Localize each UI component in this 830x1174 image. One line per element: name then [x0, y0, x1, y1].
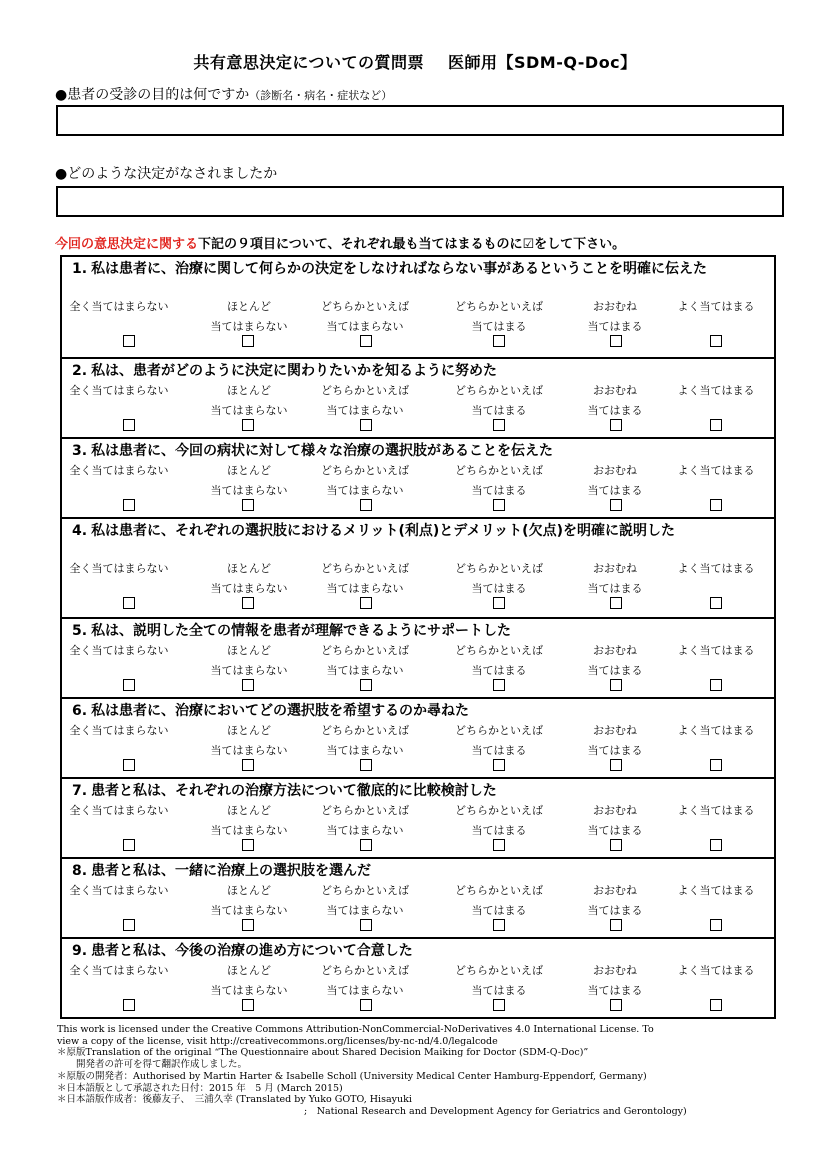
- scale-label-line1: どちらかといえば: [455, 464, 543, 477]
- rating-checkbox[interactable]: [493, 919, 505, 931]
- scale-label-line1: どちらかといえば: [455, 562, 543, 575]
- scale-option-label: [49, 961, 189, 1001]
- rating-checkbox[interactable]: [710, 919, 722, 931]
- rating-checkbox[interactable]: [242, 419, 254, 431]
- item-text: 患者と私は、一緒に治療上の選択肢を選んだ: [91, 863, 372, 879]
- scale-option-label: [295, 641, 435, 681]
- rating-checkbox[interactable]: [610, 679, 622, 691]
- scale-label-line2: 当てはまらない: [210, 404, 288, 417]
- rating-checkbox[interactable]: [242, 759, 254, 771]
- rating-checkbox[interactable]: [610, 839, 622, 851]
- scale-option-label: [295, 721, 435, 761]
- rating-checkbox[interactable]: [493, 759, 505, 771]
- scale-label-line1: どちらかといえば: [455, 644, 543, 657]
- rating-checkbox[interactable]: [610, 335, 622, 347]
- rating-checkbox[interactable]: [360, 839, 372, 851]
- item-number: 3.: [72, 443, 88, 459]
- scale-option-label: [295, 801, 435, 841]
- item-question: [62, 439, 774, 460]
- rating-checkbox[interactable]: [360, 597, 372, 609]
- scale-option-label: [295, 381, 435, 421]
- footer-line: ＊日本語版として承認された日付：2015 年 5 月 (March 2015): [57, 1082, 343, 1094]
- item-question: [62, 519, 774, 540]
- survey-item: [62, 697, 774, 777]
- scale-option-label: [295, 961, 435, 1001]
- rating-checkbox[interactable]: [242, 999, 254, 1011]
- scale-label-line2: 当てはまる: [587, 664, 643, 677]
- rating-checkbox[interactable]: [710, 419, 722, 431]
- scale-label-line2: 当てはまる: [471, 320, 527, 333]
- rating-scale: [62, 379, 774, 439]
- purpose-question: [55, 84, 392, 104]
- scale-label-line2: [49, 481, 189, 501]
- survey-item: [62, 857, 774, 937]
- scale-label-line1: よく当てはまる: [677, 964, 755, 977]
- rating-scale: [62, 799, 774, 859]
- footer-line: ＊原版の開発者：Authorised by Martin Harter & Isabelle Scholl (University Medical Center Hamburg-Eppendorf, Germany): [57, 1070, 647, 1082]
- item-number: 1.: [72, 261, 88, 277]
- footer-line: view a copy of the license, visit http://creativecommons.org/licenses/by-nc-nd/4.0/legalcode: [57, 1035, 498, 1047]
- scale-label-line2: 当てはまらない: [326, 984, 404, 997]
- scale-label-line1: どちらかといえば: [321, 384, 409, 397]
- rating-checkbox[interactable]: [610, 759, 622, 771]
- scale-label-line1: どちらかといえば: [455, 804, 543, 817]
- scale-label-line2: 当てはまる: [471, 824, 527, 837]
- scale-option-label: [646, 641, 786, 681]
- scale-label-line1: 全く当てはまらない: [69, 644, 169, 657]
- scale-label-line2: [49, 741, 189, 761]
- scale-label-line2: [49, 821, 189, 841]
- item-number: 6.: [72, 703, 88, 719]
- scale-label-line2: 当てはまらない: [326, 904, 404, 917]
- scale-label-line2: [646, 661, 786, 681]
- scale-label-line1: ほとんど: [227, 964, 271, 977]
- rating-checkbox[interactable]: [710, 335, 722, 347]
- rating-checkbox[interactable]: [493, 597, 505, 609]
- scale-label-line2: [49, 401, 189, 421]
- scale-label-line1: どちらかといえば: [321, 884, 409, 897]
- scale-label-line2: 当てはまる: [587, 824, 643, 837]
- scale-label-line1: ほとんど: [227, 384, 271, 397]
- scale-label-line1: よく当てはまる: [677, 464, 755, 477]
- scale-label-line2: 当てはまる: [471, 984, 527, 997]
- scale-label-line2: 当てはまらない: [326, 404, 404, 417]
- scale-label-line2: [646, 981, 786, 1001]
- scale-label-line1: どちらかといえば: [321, 804, 409, 817]
- item-text: 私は、患者がどのように決定に関わりたいかを知るように努めた: [91, 363, 498, 379]
- scale-label-line1: どちらかといえば: [455, 384, 543, 397]
- item-text: 私は患者に、治療においてどの選択肢を希望するのか尋ねた: [91, 703, 470, 719]
- scale-label-line2: 当てはまる: [587, 984, 643, 997]
- scale-label-line1: どちらかといえば: [321, 562, 409, 575]
- rating-checkbox[interactable]: [242, 679, 254, 691]
- scale-label-line1: ほとんど: [227, 884, 271, 897]
- rating-checkbox[interactable]: [360, 419, 372, 431]
- survey-item: [62, 777, 774, 857]
- scale-option-label: [49, 559, 189, 599]
- rating-checkbox[interactable]: [360, 335, 372, 347]
- scale-option-label: [295, 461, 435, 501]
- scale-label-line1: おおむね: [593, 804, 637, 817]
- scale-label-line1: どちらかといえば: [321, 300, 409, 313]
- survey-item: [62, 937, 774, 1017]
- item-question: [62, 619, 774, 640]
- survey-item: [62, 517, 774, 617]
- rating-scale: [62, 557, 774, 617]
- scale-label-line1: どちらかといえば: [455, 300, 543, 313]
- scale-label-line1: ほとんど: [227, 644, 271, 657]
- item-number: 7.: [72, 783, 88, 799]
- scale-label-line1: どちらかといえば: [455, 884, 543, 897]
- scale-label-line2: 当てはまらない: [210, 484, 288, 497]
- footer-line: ; National Research and Development Agency for Geriatrics and Gerontology): [57, 1105, 687, 1117]
- scale-label-line2: [646, 741, 786, 761]
- rating-scale: [62, 719, 774, 779]
- item-question: [62, 257, 774, 278]
- scale-label-line2: 当てはまらない: [210, 984, 288, 997]
- item-number: 8.: [72, 863, 88, 879]
- rating-scale: [62, 295, 774, 355]
- item-number: 4.: [72, 523, 88, 539]
- rating-checkbox[interactable]: [710, 759, 722, 771]
- scale-label-line2: 当てはまらない: [210, 824, 288, 837]
- scale-label-line2: 当てはまる: [587, 744, 643, 757]
- item-text: 私は患者に、それぞれの選択肢におけるメリット(利点)とデメリット(欠点)を明確に説明した: [91, 523, 675, 539]
- scale-label-line2: [646, 579, 786, 599]
- survey-item: [62, 257, 774, 357]
- rating-checkbox[interactable]: [710, 999, 722, 1011]
- item-number: 5.: [72, 623, 88, 639]
- rating-checkbox[interactable]: [493, 839, 505, 851]
- footer-line: This work is licensed under the Creative Commons Attribution-NonCommercial-NoDerivatives 4.0 International License. To: [57, 1024, 654, 1035]
- rating-checkbox[interactable]: [123, 419, 135, 431]
- survey-items: [60, 255, 776, 1019]
- rating-checkbox[interactable]: [710, 499, 722, 511]
- rating-checkbox[interactable]: [610, 999, 622, 1011]
- instruction-text: 下記の９項目について、それぞれ最も当てはまるものに☑をして下さい。: [198, 237, 626, 252]
- scale-label-line1: よく当てはまる: [677, 644, 755, 657]
- scale-label-line1: おおむね: [593, 562, 637, 575]
- rating-scale: [62, 879, 774, 939]
- scale-label-line1: よく当てはまる: [677, 384, 755, 397]
- decision-label: ●どのような決定がなされましたか: [55, 166, 278, 182]
- rating-scale: [62, 959, 774, 1019]
- rating-checkbox[interactable]: [123, 335, 135, 347]
- scale-label-line2: [49, 317, 189, 337]
- scale-label-line1: よく当てはまる: [677, 300, 755, 313]
- scale-label-line1: ほとんど: [227, 804, 271, 817]
- scale-label-line1: おおむね: [593, 384, 637, 397]
- rating-scale: [62, 639, 774, 699]
- scale-option-label: [646, 297, 786, 337]
- scale-label-line1: ほとんど: [227, 724, 271, 737]
- scale-label-line1: おおむね: [593, 964, 637, 977]
- instruction-highlight: 今回の意思決定に関する: [55, 237, 199, 252]
- footer-line: 開発者の許可を得て翻訳作成しました。: [57, 1059, 248, 1071]
- scale-label-line1: ほとんど: [227, 562, 271, 575]
- scale-label-line2: [49, 901, 189, 921]
- item-number: 2.: [72, 363, 88, 379]
- item-question: [62, 859, 774, 880]
- survey-item: [62, 617, 774, 697]
- item-question: [62, 779, 774, 800]
- item-text: 患者と私は、今後の治療の進め方について合意した: [91, 943, 413, 959]
- scale-label-line2: 当てはまる: [471, 744, 527, 757]
- scale-label-line1: 全く当てはまらない: [69, 562, 169, 575]
- scale-option-label: [49, 801, 189, 841]
- rating-checkbox[interactable]: [493, 999, 505, 1011]
- scale-label-line1: よく当てはまる: [677, 562, 755, 575]
- title-main: 共有意思決定についての質問票: [193, 53, 424, 72]
- rating-checkbox[interactable]: [360, 679, 372, 691]
- scale-label-line2: 当てはまらない: [210, 744, 288, 757]
- scale-label-line2: [646, 401, 786, 421]
- scale-label-line2: 当てはまる: [587, 320, 643, 333]
- scale-label-line1: どちらかといえば: [455, 724, 543, 737]
- title-sub: 医師用【SDM-Q-Doc】: [448, 53, 637, 72]
- scale-label-line2: [49, 981, 189, 1001]
- scale-label-line1: どちらかといえば: [321, 964, 409, 977]
- purpose-hint: （診断名・病名・症状など）: [249, 89, 393, 102]
- scale-label-line1: 全く当てはまらない: [69, 804, 169, 817]
- scale-option-label: [49, 461, 189, 501]
- license-footer: [57, 1024, 777, 1118]
- rating-checkbox[interactable]: [123, 597, 135, 609]
- scale-label-line2: [646, 901, 786, 921]
- scale-label-line1: おおむね: [593, 300, 637, 313]
- rating-checkbox[interactable]: [710, 597, 722, 609]
- rating-checkbox[interactable]: [710, 839, 722, 851]
- scale-label-line2: 当てはまる: [587, 904, 643, 917]
- scale-option-label: [646, 801, 786, 841]
- scale-label-line2: 当てはまらない: [210, 664, 288, 677]
- scale-label-line2: 当てはまる: [471, 664, 527, 677]
- scale-label-line2: 当てはまる: [587, 404, 643, 417]
- scale-label-line1: よく当てはまる: [677, 884, 755, 897]
- scale-label-line2: 当てはまらない: [326, 824, 404, 837]
- scale-label-line2: 当てはまらない: [326, 484, 404, 497]
- rating-checkbox[interactable]: [360, 759, 372, 771]
- scale-option-label: [646, 381, 786, 421]
- scale-label-line1: 全く当てはまらない: [69, 724, 169, 737]
- scale-label-line1: 全く当てはまらない: [69, 384, 169, 397]
- scale-label-line1: おおむね: [593, 724, 637, 737]
- scale-label-line1: 全く当てはまらない: [69, 884, 169, 897]
- scale-option-label: [646, 461, 786, 501]
- rating-checkbox[interactable]: [242, 597, 254, 609]
- scale-label-line1: おおむね: [593, 884, 637, 897]
- footer-line: ＊日本語版作成者：後藤友子、 三浦久幸 (Translated by Yuko GOTO, Hisayuki: [57, 1094, 412, 1106]
- rating-checkbox[interactable]: [610, 919, 622, 931]
- scale-label-line2: 当てはまる: [471, 582, 527, 595]
- scale-option-label: [49, 641, 189, 681]
- item-number: 9.: [72, 943, 88, 959]
- scale-label-line2: [646, 481, 786, 501]
- scale-label-line2: 当てはまらない: [210, 320, 288, 333]
- purpose-label: ●患者の受診の目的は何ですか: [55, 87, 250, 103]
- rating-checkbox[interactable]: [610, 597, 622, 609]
- scale-label-line1: どちらかといえば: [321, 464, 409, 477]
- scale-option-label: [295, 881, 435, 921]
- rating-checkbox[interactable]: [242, 839, 254, 851]
- scale-label-line1: おおむね: [593, 644, 637, 657]
- scale-label-line2: [646, 821, 786, 841]
- item-question: [62, 939, 774, 960]
- scale-label-line1: ほとんど: [227, 464, 271, 477]
- rating-checkbox[interactable]: [242, 919, 254, 931]
- scale-label-line2: [49, 661, 189, 681]
- survey-item: [62, 357, 774, 437]
- item-text: 私は患者に、今回の病状に対して様々な治療の選択肢があることを伝えた: [91, 443, 554, 459]
- scale-label-line1: よく当てはまる: [677, 724, 755, 737]
- rating-checkbox[interactable]: [493, 419, 505, 431]
- scale-label-line2: 当てはまらない: [326, 582, 404, 595]
- rating-scale: [62, 459, 774, 519]
- scale-label-line2: 当てはまらない: [326, 744, 404, 757]
- scale-label-line2: [646, 317, 786, 337]
- scale-option-label: [295, 297, 435, 337]
- scale-label-line2: 当てはまらない: [326, 664, 404, 677]
- scale-label-line2: 当てはまらない: [210, 582, 288, 595]
- scale-label-line1: 全く当てはまらない: [69, 464, 169, 477]
- scale-option-label: [295, 559, 435, 599]
- rating-checkbox[interactable]: [123, 919, 135, 931]
- item-question: [62, 699, 774, 720]
- scale-label-line2: 当てはまる: [471, 404, 527, 417]
- rating-checkbox[interactable]: [610, 499, 622, 511]
- scale-label-line1: よく当てはまる: [677, 804, 755, 817]
- scale-option-label: [646, 881, 786, 921]
- scale-option-label: [646, 721, 786, 761]
- scale-label-line2: 当てはまる: [587, 582, 643, 595]
- rating-checkbox[interactable]: [610, 419, 622, 431]
- rating-checkbox[interactable]: [360, 499, 372, 511]
- rating-checkbox[interactable]: [242, 499, 254, 511]
- rating-checkbox[interactable]: [123, 679, 135, 691]
- rating-checkbox[interactable]: [123, 499, 135, 511]
- rating-checkbox[interactable]: [360, 999, 372, 1011]
- decision-question: [55, 163, 277, 183]
- purpose-answer-field[interactable]: [56, 105, 784, 136]
- scale-option-label: [49, 721, 189, 761]
- item-text: 私は患者に、治療に関して何らかの決定をしなければならない事があるということを明確に伝えた: [91, 261, 708, 277]
- rating-checkbox[interactable]: [493, 499, 505, 511]
- page-title: [0, 50, 830, 73]
- scale-label-line1: ほとんど: [227, 300, 271, 313]
- decision-answer-field[interactable]: [56, 186, 784, 217]
- scale-option-label: [49, 381, 189, 421]
- rating-checkbox[interactable]: [123, 839, 135, 851]
- footer-line: ＊原版Translation of the original “The Questionnaire about Shared Decision Maiking for Doctor (SDM-Q-Doc)”: [57, 1047, 589, 1059]
- scale-label-line2: 当てはまらない: [210, 904, 288, 917]
- scale-label-line2: 当てはまる: [587, 484, 643, 497]
- rating-checkbox[interactable]: [493, 335, 505, 347]
- scale-label-line2: 当てはまる: [471, 904, 527, 917]
- scale-label-line2: [49, 579, 189, 599]
- scale-label-line1: 全く当てはまらない: [69, 300, 169, 313]
- scale-option-label: [49, 297, 189, 337]
- scale-option-label: [646, 961, 786, 1001]
- scale-label-line1: どちらかといえば: [321, 724, 409, 737]
- rating-checkbox[interactable]: [123, 999, 135, 1011]
- item-text: 私は、説明した全ての情報を患者が理解できるようにサポートした: [91, 623, 512, 639]
- rating-checkbox[interactable]: [493, 679, 505, 691]
- scale-label-line2: 当てはまらない: [326, 320, 404, 333]
- item-question: [62, 359, 774, 380]
- scale-label-line1: 全く当てはまらない: [69, 964, 169, 977]
- scale-label-line1: どちらかといえば: [455, 964, 543, 977]
- scale-option-label: [646, 559, 786, 599]
- rating-checkbox[interactable]: [242, 335, 254, 347]
- survey-item: [62, 437, 774, 517]
- instruction: [55, 233, 625, 252]
- scale-option-label: [49, 881, 189, 921]
- scale-label-line2: 当てはまる: [471, 484, 527, 497]
- item-text: 患者と私は、それぞれの治療方法について徹底的に比較検討した: [91, 783, 497, 799]
- rating-checkbox[interactable]: [123, 759, 135, 771]
- rating-checkbox[interactable]: [710, 679, 722, 691]
- rating-checkbox[interactable]: [360, 919, 372, 931]
- scale-label-line1: どちらかといえば: [321, 644, 409, 657]
- scale-label-line1: おおむね: [593, 464, 637, 477]
